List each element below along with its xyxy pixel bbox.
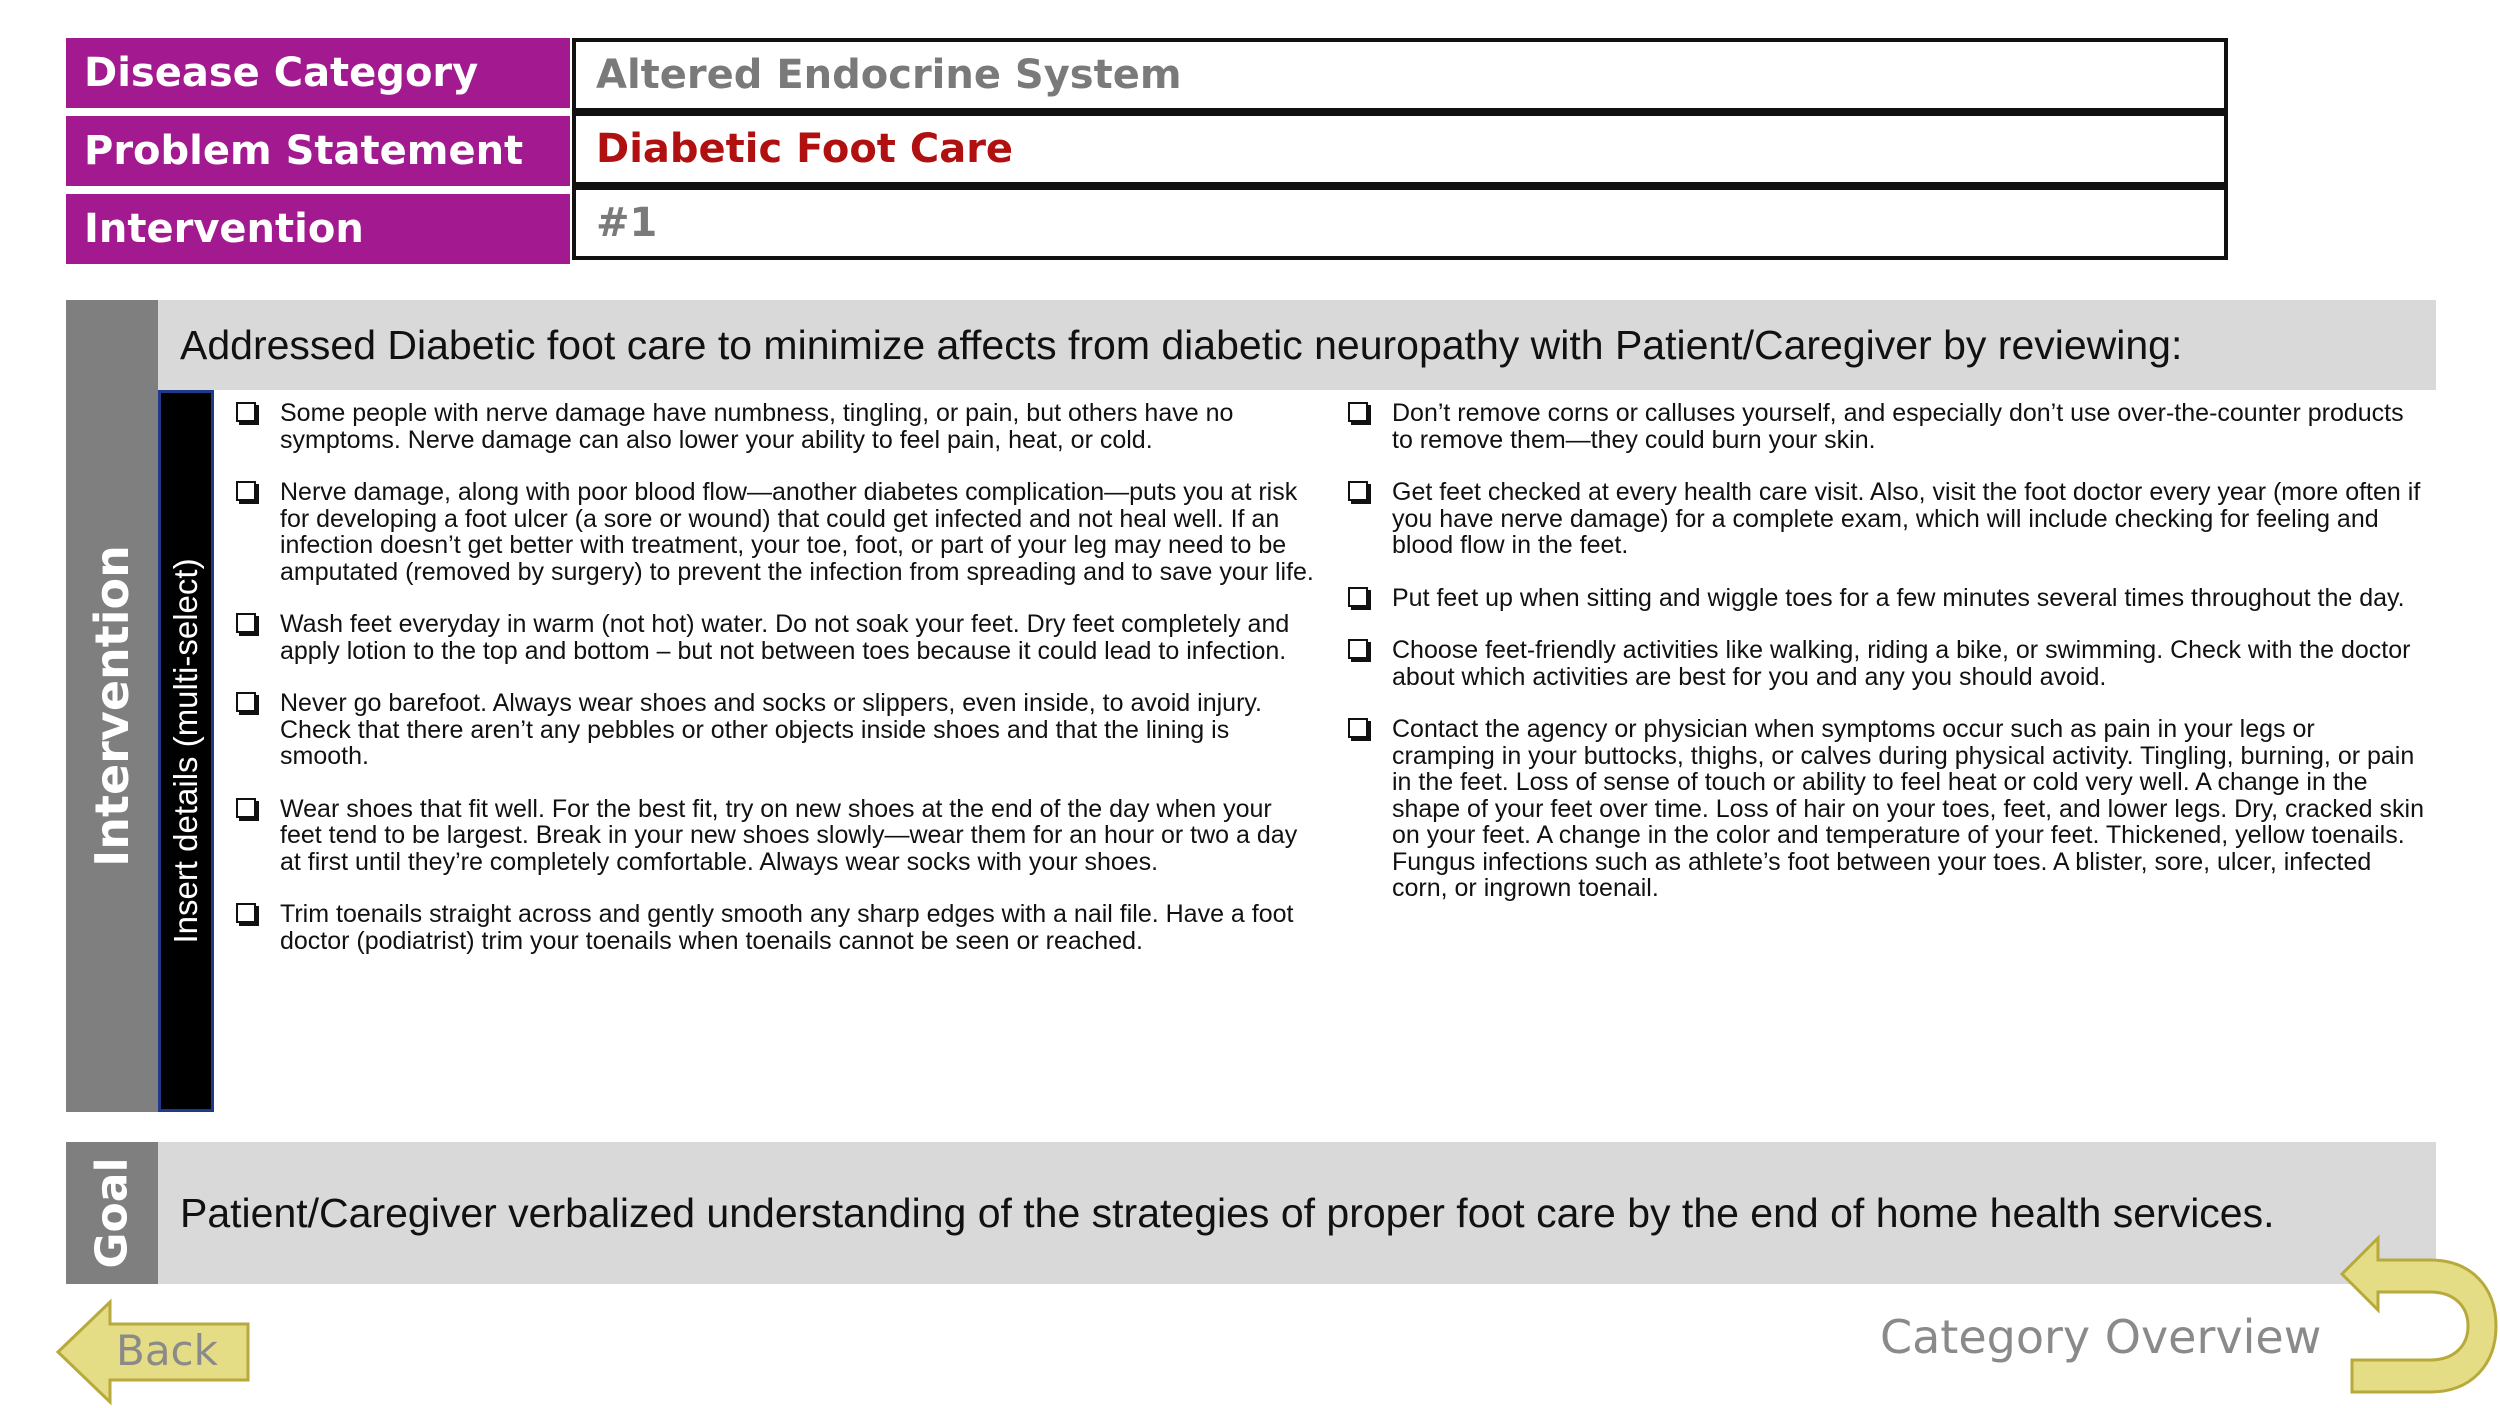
checklist-item-text: Get feet checked at every health care visit. Also, visit the foot doctor every year (more often if you have nerve damage) for a complete exam, which will include checking for feeling and blood flow in the feet.: [1392, 478, 2421, 559]
problem-statement-label: Problem Statement: [66, 116, 570, 186]
checklist-item-text: Wash feet everyday in warm (not hot) water. Do not soak your feet. Dry feet completely and apply lotion to the top and bottom – but not between toes because it could lead to infection.: [280, 610, 1290, 665]
checkbox[interactable]: [1348, 587, 1368, 607]
checklist-item-text: Never go barefoot. Always wear shoes and socks or slippers, even inside, to avoid injury. Check that there aren’t any pebbles or other objects inside shoes and that the lining is smooth.: [280, 689, 1262, 770]
disease-category-label: Disease Category: [66, 38, 570, 108]
checklist-item-text: Some people with nerve damage have numbness, tingling, or pain, but others have no symptoms. Nerve damage can also lower your ability to feel pain, heat, or cold.: [280, 399, 1234, 454]
intervention-label: Intervention: [66, 194, 570, 264]
category-overview-link[interactable]: Category Overview: [1880, 1310, 2322, 1364]
checklist-item[interactable]: [236, 479, 1316, 585]
back-label: Back: [116, 1326, 218, 1375]
checklist-item-text: Choose feet-friendly activities like walking, riding a bike, or swimming. Check with the doctor about which activities are best for you and any you should avoid.: [1392, 636, 2411, 691]
goal-text: Patient/Caregiver verbalized understanding of the strategies of proper foot care by the end of home health services.: [158, 1142, 2436, 1284]
checkbox[interactable]: [1348, 481, 1368, 501]
checkbox[interactable]: [236, 613, 256, 633]
checkbox[interactable]: [236, 481, 256, 501]
checkbox[interactable]: [1348, 639, 1368, 659]
checklist-item[interactable]: [1348, 716, 2424, 902]
checklist-item[interactable]: [1348, 479, 2424, 559]
insert-details-label: Insert details (multi-select): [167, 558, 204, 944]
back-button[interactable]: [54, 1296, 254, 1408]
checklist-item[interactable]: [236, 611, 1316, 664]
intervention-intro: Addressed Diabetic foot care to minimize affects from diabetic neuropathy with Patient/Caregiver by reviewing:: [158, 300, 2436, 390]
checklist-item[interactable]: [236, 400, 1316, 453]
checklist-item[interactable]: [1348, 585, 2424, 612]
intervention-list-right: [1348, 400, 2424, 928]
intervention-list-left: [236, 400, 1316, 980]
checklist-item[interactable]: [236, 690, 1316, 770]
checklist-item[interactable]: [236, 796, 1316, 876]
problem-statement-value: Diabetic Foot Care: [572, 112, 2228, 186]
goal-side-band: [66, 1142, 158, 1284]
checklist-item[interactable]: [236, 901, 1316, 954]
checkbox[interactable]: [236, 903, 256, 923]
checklist-item-text: Don’t remove corns or calluses yourself, and especially don’t use over-the-counter products to remove them—they could burn your skin.: [1392, 399, 2404, 454]
checklist-item-text: Put feet up when sitting and wiggle toes for a few minutes several times throughout the day.: [1392, 583, 2405, 612]
intervention-side-label: Intervention: [85, 545, 139, 867]
disease-category-value: Altered Endocrine System: [572, 38, 2228, 112]
checkbox[interactable]: [236, 692, 256, 712]
checklist-item[interactable]: [1348, 637, 2424, 690]
checkbox[interactable]: [1348, 718, 1368, 738]
checkbox[interactable]: [236, 402, 256, 422]
checklist-item-text: Trim toenails straight across and gently smooth any sharp edges with a nail file. Have a foot doctor (podiatrist) trim your toenails when toenails cannot be seen or reached.: [280, 900, 1294, 955]
checklist-item-text: Wear shoes that fit well. For the best fit, try on new shoes at the end of the day when your feet tend to be largest. Break in your new shoes slowly—wear them for an hour or two a day at first until they’re completely comfortable. Always wear socks with your shoes.: [280, 794, 1298, 876]
checklist-item-text: Nerve damage, along with poor blood flow—another diabetes complication—puts you at risk for developing a foot ulcer (a sore or wound) that could get infected and not heal well. If an infection doesn’t get better with treatment, your toe, foot, or part of your leg may need to be amputated (removed by surgery) to prevent the infection from spreading and to save your life.: [280, 478, 1314, 586]
goal-side-label: Goal: [86, 1157, 138, 1269]
intervention-number-value: #1: [572, 186, 2228, 260]
u-turn-arrow-icon[interactable]: [2338, 1228, 2500, 1398]
checklist-item[interactable]: [1348, 400, 2424, 453]
insert-details-strip[interactable]: [158, 390, 214, 1112]
checklist-item-text: Contact the agency or physician when symptoms occur such as pain in your legs or cramping in your buttocks, thighs, or calves during physical activity. Tingling, burning, or pain in the feet. Loss of sense of touch or ability to feel heat or cold very well. A change in the shape of your feet over time. Loss of hair on your toes, feet, and lower legs. Dry, cracked skin on your feet. A change in the color and temperature of your feet. Thickened, yellow toenails. Fungus infections such as athlete’s foot between your toes. A blister, sore, ulcer, infected corn, or ingrown toenail.: [1392, 715, 2424, 902]
checkbox[interactable]: [236, 798, 256, 818]
checkbox[interactable]: [1348, 402, 1368, 422]
intervention-side-band: [66, 300, 158, 1112]
